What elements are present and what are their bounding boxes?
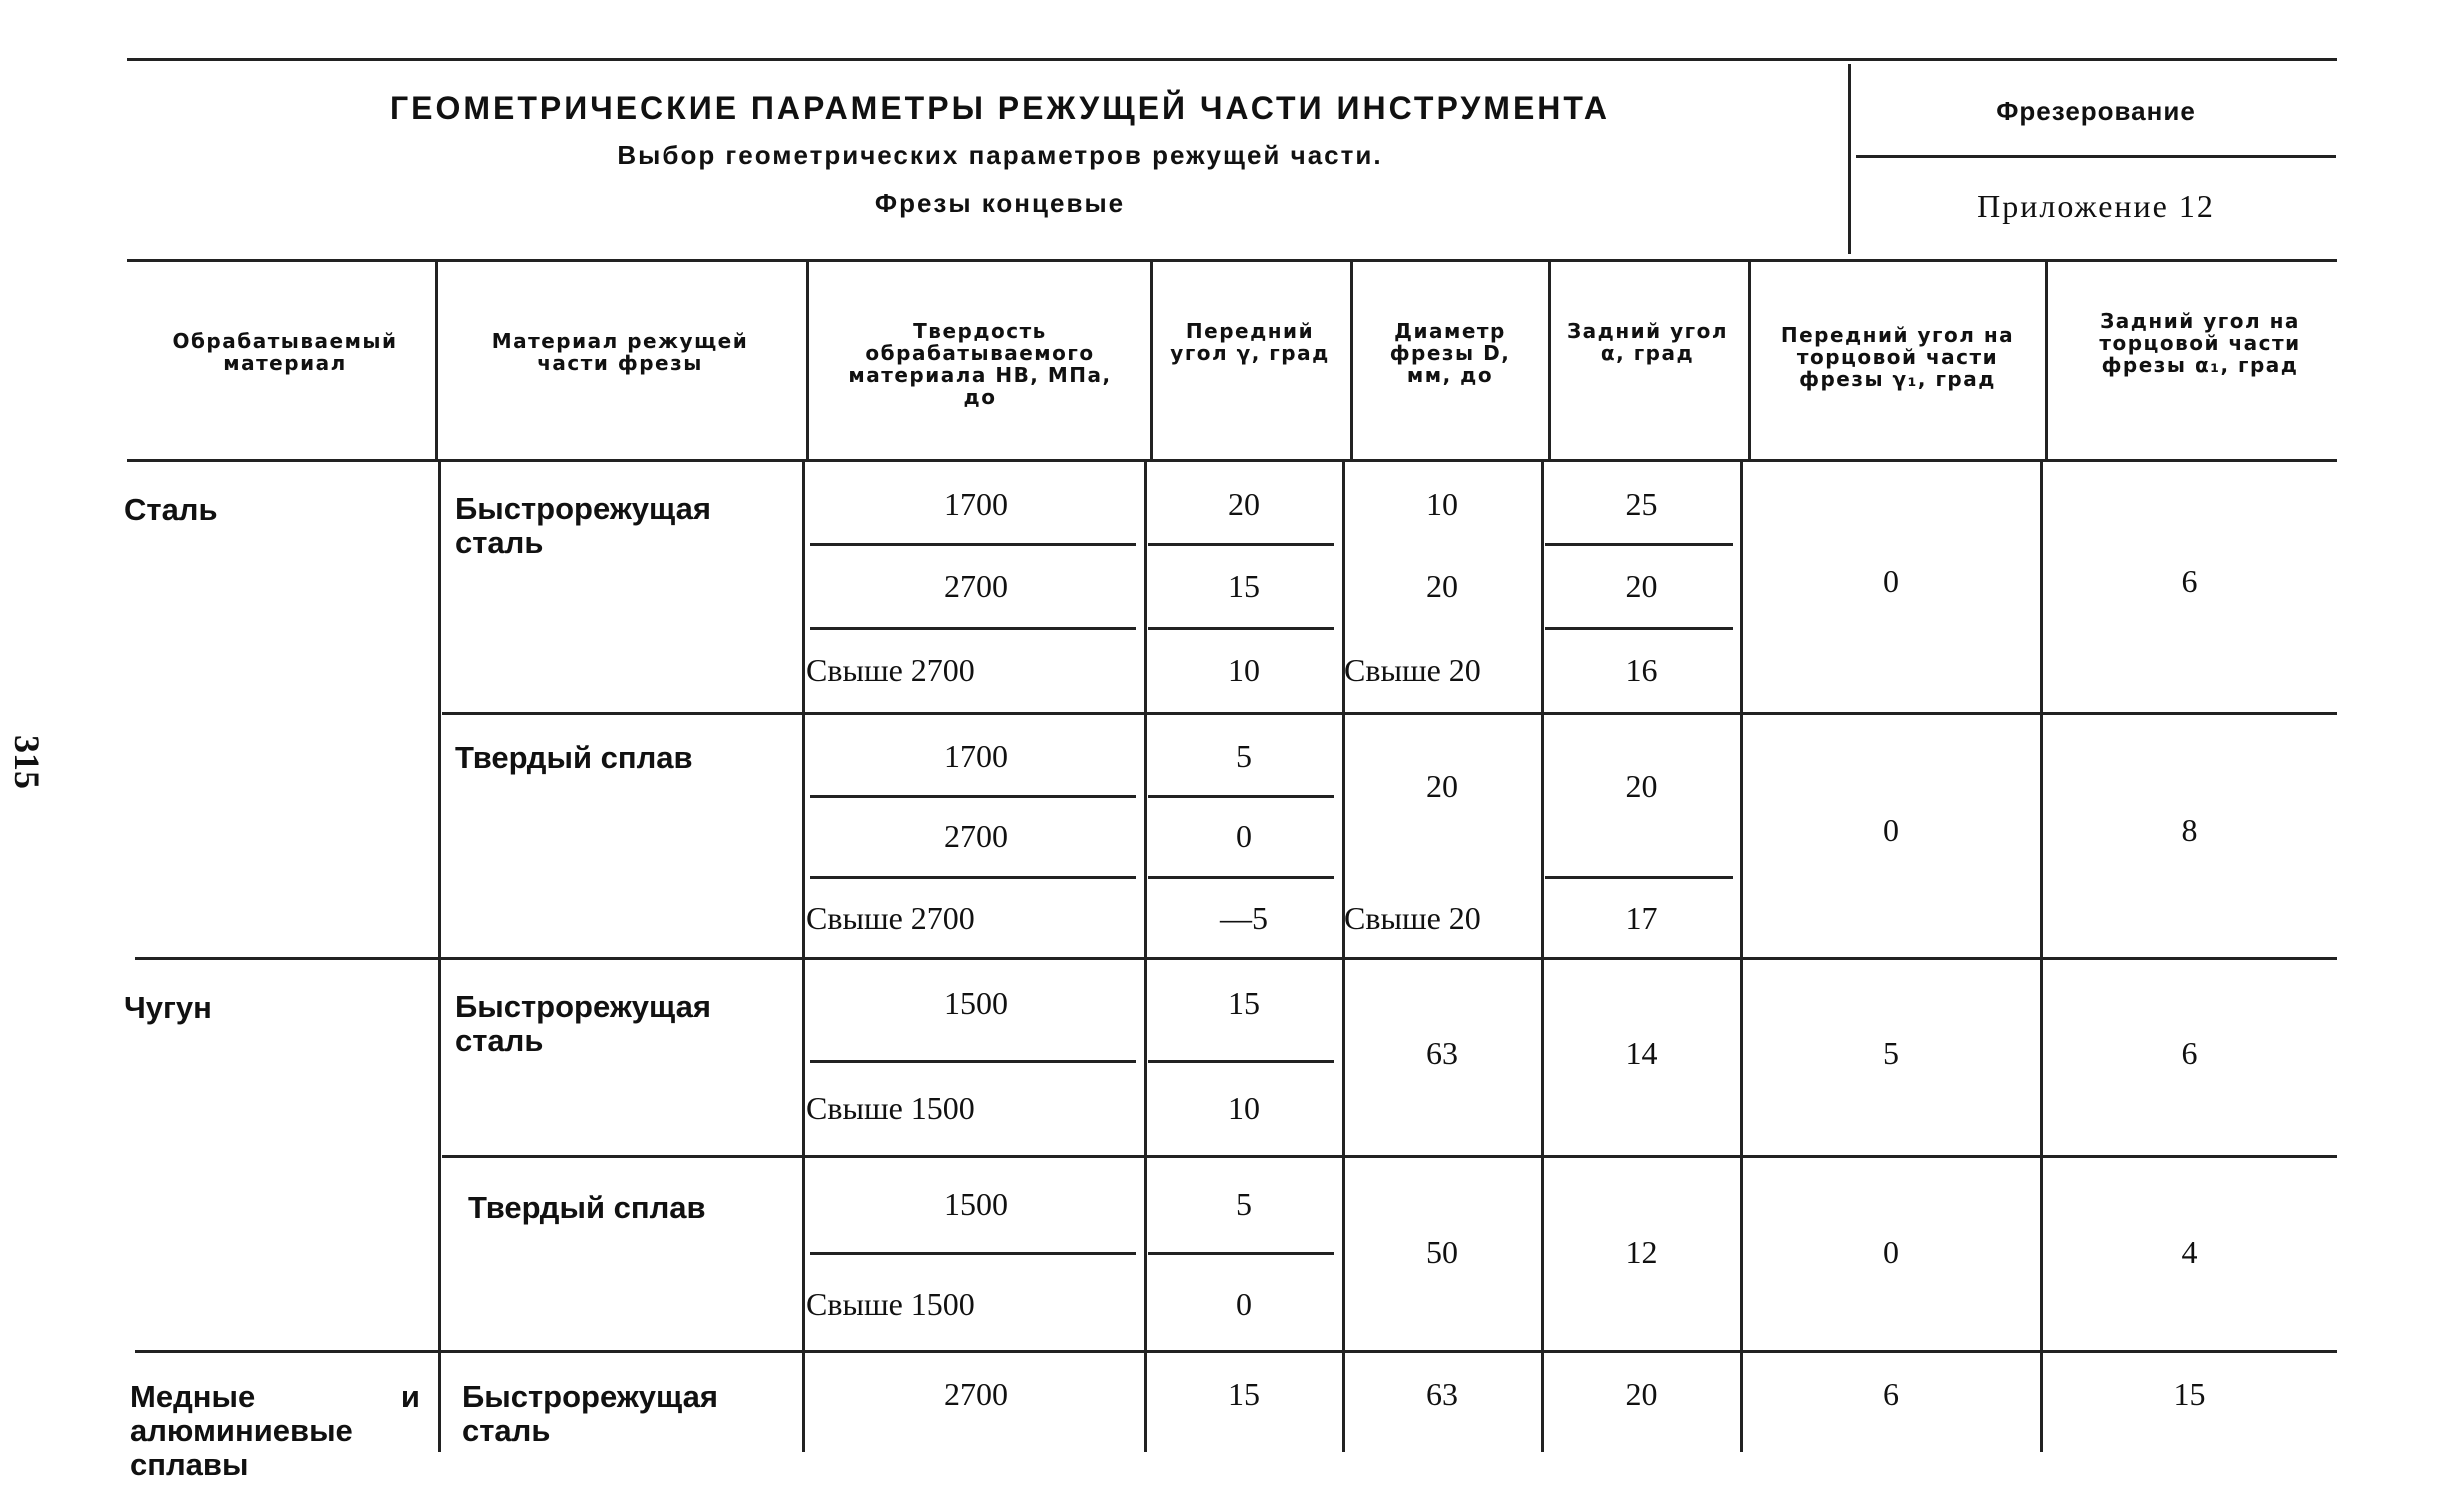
- tool-steel-hss: Быстрорежущая сталь: [455, 491, 711, 560]
- group-rule: [135, 1350, 2337, 1353]
- rake-cell: 15: [1228, 985, 1260, 1021]
- cell-rule: [1545, 543, 1733, 546]
- rake-end-cell: 5: [1883, 1035, 1899, 1071]
- diameter-cell: 63: [1426, 1376, 1458, 1412]
- cell-rule: [1545, 627, 1733, 630]
- cell-rule: [1148, 1252, 1334, 1255]
- cell-rule: [1148, 627, 1334, 630]
- clearance-end-cell: 6: [2181, 1035, 2198, 1071]
- rake-cell: 5: [1236, 1186, 1252, 1222]
- header-divider: [2045, 262, 2048, 459]
- section-label: Фрезерование: [1996, 96, 2196, 126]
- hardness-cell: Свыше 2700: [806, 900, 975, 936]
- diameter-cell: 63: [1426, 1035, 1458, 1071]
- page-subtitle-2: Фрезы концевые: [874, 188, 1126, 218]
- clearance-end-cell: 15: [2173, 1376, 2206, 1412]
- cell-rule: [1148, 795, 1334, 798]
- header-divider: [435, 262, 438, 459]
- rake-cell: 15: [1228, 568, 1260, 604]
- diameter-cell: Свыше 20: [1344, 900, 1481, 936]
- clearance-cell: 20: [1625, 1376, 1658, 1412]
- column-header: Задний угол α, град: [1566, 319, 1729, 365]
- hardness-cell: 1500: [944, 1186, 1008, 1222]
- rake-cell: —5: [1220, 900, 1268, 936]
- hardness-cell: 2700: [944, 568, 1008, 604]
- appendix-label: Приложение 12: [1977, 188, 2215, 224]
- material-nonferrous: Медные и алюминиевые сплавы: [130, 1379, 420, 1482]
- clearance-cell: 20: [1625, 768, 1658, 804]
- page-title: ГЕОМЕТРИЧЕСКИЕ ПАРАМЕТРЫ РЕЖУЩЕЙ ЧАСТИ ИНСТРУМЕНТА: [389, 90, 1611, 126]
- column-header: Передний угол γ, град: [1170, 319, 1330, 365]
- clearance-cell: 17: [1625, 900, 1658, 936]
- rake-end-cell: 0: [1883, 812, 1899, 848]
- hardness-cell: 1700: [944, 738, 1008, 774]
- cell-rule: [1545, 876, 1733, 879]
- tool-castiron-carbide: Твердый сплав: [468, 1190, 706, 1225]
- cell-rule: [1148, 543, 1334, 546]
- column-header: Передний угол на торцовой части фрезы γ₁, град: [1780, 323, 2015, 391]
- header-divider: [1748, 262, 1751, 459]
- clearance-cell: 16: [1625, 652, 1658, 688]
- diameter-cell: 50: [1426, 1234, 1458, 1270]
- rake-cell: 15: [1228, 1376, 1260, 1412]
- cell-rule: [810, 1060, 1136, 1063]
- group-rule: [442, 1155, 2337, 1158]
- group-rule: [135, 957, 2337, 960]
- rake-cell: 0: [1236, 1286, 1252, 1322]
- column-header: Задний угол на торцовой части фрезы α₁, град: [2099, 309, 2301, 377]
- rake-cell: 10: [1228, 1090, 1260, 1126]
- tool-nonferrous-hss: Быстрорежущая сталь: [462, 1379, 718, 1448]
- section-rule: [1856, 155, 2336, 158]
- header-top-rule: [127, 259, 2337, 262]
- column-header: Обрабатываемый материал: [172, 329, 398, 375]
- cell-rule: [810, 795, 1136, 798]
- hardness-cell: 1700: [944, 486, 1008, 522]
- hardness-cell: 2700: [944, 818, 1008, 854]
- rake-cell: 5: [1236, 738, 1252, 774]
- column-header: Диаметр фрезы D, мм, до: [1389, 319, 1511, 387]
- diameter-cell: 10: [1426, 486, 1458, 522]
- cell-rule: [810, 543, 1136, 546]
- column-divider: [1541, 462, 1544, 1452]
- clearance-end-cell: 4: [2181, 1234, 2198, 1270]
- column-divider: [2040, 462, 2043, 1452]
- material-steel: Сталь: [124, 492, 218, 527]
- tool-steel-carbide: Твердый сплав: [455, 740, 693, 775]
- material-cast-iron: Чугун: [124, 990, 212, 1025]
- hardness-cell: 2700: [944, 1376, 1008, 1412]
- clearance-cell: 25: [1625, 486, 1658, 522]
- clearance-cell: 20: [1625, 568, 1658, 604]
- cell-rule: [810, 627, 1136, 630]
- rake-cell: 20: [1228, 486, 1260, 522]
- column-header: Материал режущей части фрезы: [491, 329, 749, 375]
- column-divider: [438, 462, 441, 1452]
- page-number: 315: [7, 735, 47, 789]
- cell-rule: [1148, 1060, 1334, 1063]
- clearance-cell: 12: [1625, 1234, 1658, 1270]
- column-divider: [802, 462, 805, 1452]
- clearance-end-cell: 8: [2181, 812, 2198, 848]
- cell-rule: [810, 1252, 1136, 1255]
- column-divider: [1740, 462, 1743, 1452]
- cell-rule: [810, 876, 1136, 879]
- title-divider: [1848, 64, 1851, 254]
- column-header: Твердость обрабатываемого материала НВ, МПа, до: [848, 319, 1112, 409]
- header-divider: [806, 262, 809, 459]
- header-bottom-rule: [127, 459, 2337, 462]
- header-divider: [1548, 262, 1551, 459]
- hardness-cell: Свыше 1500: [806, 1090, 975, 1126]
- group-rule: [442, 712, 2337, 715]
- hardness-cell: Свыше 1500: [806, 1286, 975, 1322]
- diameter-cell: Свыше 20: [1344, 652, 1481, 688]
- cell-rule: [1148, 876, 1334, 879]
- header-divider: [1350, 262, 1353, 459]
- tool-castiron-hss: Быстрорежущая сталь: [455, 989, 711, 1058]
- column-divider: [1342, 462, 1345, 1452]
- clearance-cell: 14: [1625, 1035, 1658, 1071]
- hardness-cell: 1500: [944, 985, 1008, 1021]
- diameter-cell: 20: [1426, 568, 1458, 604]
- hardness-cell: Свыше 2700: [806, 652, 975, 688]
- rake-cell: 0: [1236, 818, 1252, 854]
- rake-end-cell: 0: [1883, 1234, 1899, 1270]
- rake-end-cell: 6: [1883, 1376, 1899, 1412]
- rake-end-cell: 0: [1883, 563, 1899, 599]
- rake-cell: 10: [1228, 652, 1260, 688]
- page-subtitle: Выбор геометрических параметров режущей части.: [617, 140, 1383, 170]
- header-divider: [1150, 262, 1153, 459]
- top-rule: [127, 58, 2337, 61]
- diameter-cell: 20: [1426, 768, 1458, 804]
- clearance-end-cell: 6: [2181, 563, 2198, 599]
